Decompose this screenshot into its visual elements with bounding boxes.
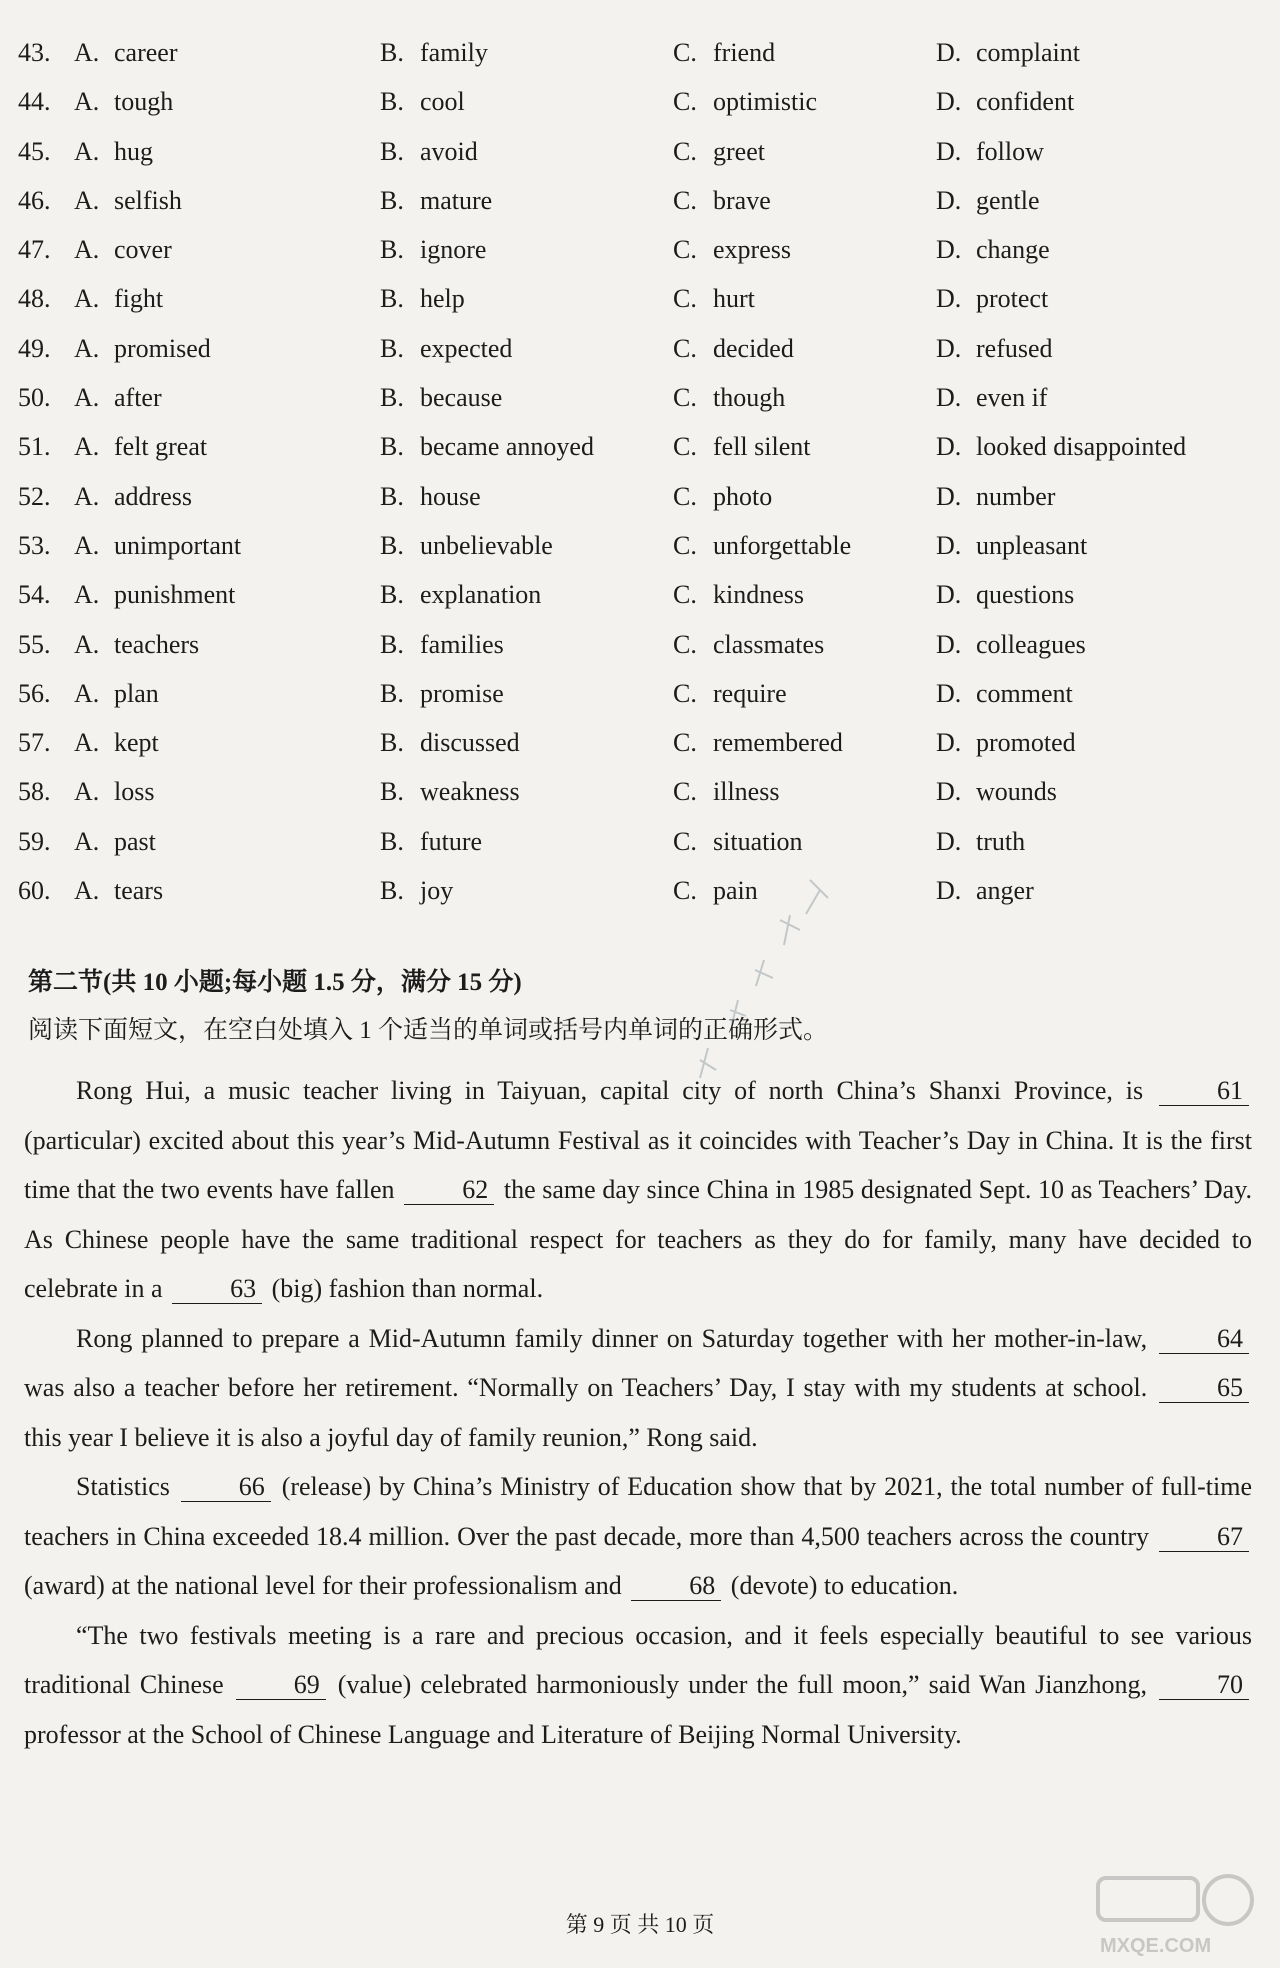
option-letter: A. — [74, 876, 100, 906]
option-text: friend — [713, 38, 776, 67]
option-letter: D. — [936, 876, 962, 906]
question-number: 45. — [18, 136, 51, 166]
option-letter: C. — [673, 728, 697, 758]
option-letter: A. — [74, 432, 100, 462]
option-letter: D. — [936, 87, 962, 117]
option-text: brave — [713, 185, 771, 215]
option-a[interactable] — [74, 381, 162, 415]
question-number: 43. — [18, 38, 51, 67]
site-logo-watermark — [1090, 1870, 1260, 1960]
option-text: though — [713, 383, 786, 413]
option-text: confident — [976, 87, 1075, 117]
option-text: looked disappointed — [976, 432, 1187, 462]
option-letter: D. — [936, 333, 962, 363]
question-number: 54. — [18, 580, 51, 610]
question-number: 51. — [18, 432, 51, 462]
question-row — [18, 726, 1258, 775]
question-number: 47. — [18, 235, 51, 265]
option-b[interactable] — [380, 726, 520, 760]
option-text: decided — [713, 333, 794, 363]
option-letter: B. — [380, 629, 404, 659]
option-letter: C. — [673, 826, 697, 856]
option-a[interactable] — [74, 282, 163, 316]
passage-text: (release) by China’s Ministry of Education show that by 2021, the total number of full-time teachers in China exceeded 18.4 million. Over the past decade, more than 4,500 teachers across the country — [24, 1472, 1253, 1551]
option-text: weakness — [420, 777, 520, 807]
option-c[interactable] — [673, 578, 804, 612]
passage-text: the same day since China in 1985 designated Sept. 10 as Teachers’ Day. As Chinese people have the same traditional respect for teachers as they do for family, many have decided to celebrate in a — [24, 1175, 1253, 1303]
option-letter: C. — [673, 876, 697, 906]
question-number: 59. — [18, 826, 51, 856]
question-row — [18, 233, 1258, 282]
page-footer: 第 9 页 共 10 页 — [565, 1912, 715, 1937]
option-text: illness — [713, 777, 780, 807]
option-letter: D. — [936, 136, 962, 166]
option-text: tough — [114, 87, 174, 117]
option-letter: C. — [673, 777, 697, 807]
option-letter: B. — [380, 383, 404, 413]
option-letter: D. — [936, 383, 962, 413]
question-row — [18, 578, 1258, 627]
question-number: 55. — [18, 629, 51, 659]
option-a[interactable] — [74, 825, 156, 859]
option-letter: B. — [380, 876, 404, 906]
option-b[interactable] — [380, 775, 520, 809]
option-text: fell silent — [713, 432, 811, 462]
option-letter: D. — [936, 481, 962, 511]
option-letter: B. — [380, 87, 404, 117]
option-text: kept — [114, 728, 159, 758]
option-letter: D. — [936, 826, 962, 856]
option-d[interactable] — [936, 85, 1074, 119]
option-letter: B. — [380, 38, 404, 67]
option-a[interactable] — [74, 677, 159, 711]
option-d[interactable] — [936, 184, 1040, 218]
passage-text: “The two festivals meeting is a rare and precious occasion, and it feels especially beautiful to see various traditional Chinese — [24, 1620, 1252, 1699]
option-letter: D. — [936, 432, 962, 462]
option-d[interactable] — [936, 233, 1050, 267]
option-text: house — [420, 481, 481, 511]
option-d[interactable] — [936, 135, 1044, 169]
option-c[interactable] — [673, 677, 787, 711]
option-letter: B. — [380, 284, 404, 314]
option-letter: A. — [74, 87, 100, 117]
option-letter: A. — [74, 629, 100, 659]
option-c[interactable] — [673, 332, 794, 366]
option-letter: D. — [936, 185, 962, 215]
option-text: kindness — [713, 580, 804, 610]
option-text: past — [114, 826, 156, 856]
option-letter: C. — [673, 580, 697, 610]
option-letter: C. — [673, 530, 697, 560]
option-text: cover — [114, 235, 172, 265]
question-number: 57. — [18, 728, 51, 758]
option-letter: C. — [673, 678, 697, 708]
option-letter: D. — [936, 580, 962, 610]
passage-text: (award) at the national level for their professionalism and — [24, 1571, 622, 1600]
option-text: became annoyed — [420, 432, 594, 462]
option-text: selfish — [114, 185, 182, 215]
option-letter: A. — [74, 678, 100, 708]
question-row — [18, 677, 1258, 726]
blank-65[interactable]: 65 — [1159, 1374, 1249, 1403]
option-text: after — [114, 383, 162, 413]
option-b[interactable] — [380, 825, 482, 859]
option-text: avoid — [420, 136, 478, 166]
option-text: family — [420, 38, 488, 67]
option-d[interactable] — [936, 628, 1086, 662]
option-text: unpleasant — [976, 530, 1088, 560]
option-text: unimportant — [114, 530, 242, 560]
passage-text: professor at the School of Chinese Language and Literature of Beijing Normal University. — [24, 1719, 962, 1749]
option-text: because — [420, 383, 503, 413]
option-text: felt great — [114, 432, 208, 462]
option-letter: A. — [74, 481, 100, 511]
reading-passage — [24, 1066, 1252, 1759]
question-number: 58. — [18, 777, 51, 807]
option-b[interactable] — [380, 628, 504, 662]
passage-text: Statistics — [76, 1472, 170, 1501]
option-text: expected — [420, 333, 513, 363]
option-d[interactable] — [936, 775, 1057, 809]
option-letter: C. — [673, 185, 697, 215]
option-letter: B. — [380, 235, 404, 265]
question-row — [18, 135, 1258, 184]
option-c[interactable] — [673, 529, 851, 563]
option-letter: D. — [936, 728, 962, 758]
option-letter: C. — [673, 284, 697, 314]
option-letter: A. — [74, 580, 100, 610]
passage-paragraph-4 — [24, 1611, 1252, 1760]
option-text: hug — [114, 136, 153, 166]
question-row — [18, 628, 1258, 677]
option-letter: A. — [74, 333, 100, 363]
options-list — [18, 36, 1258, 923]
option-text: address — [114, 481, 192, 511]
option-letter: B. — [380, 530, 404, 560]
option-letter: C. — [673, 432, 697, 462]
question-row — [18, 825, 1258, 874]
question-row — [18, 529, 1258, 578]
option-text: ignore — [420, 235, 487, 265]
option-c[interactable] — [673, 775, 779, 809]
option-text: families — [420, 629, 504, 659]
option-letter: D. — [936, 629, 962, 659]
passage-paragraph-1 — [24, 1066, 1252, 1314]
option-text: classmates — [713, 629, 825, 659]
option-letter: B. — [380, 432, 404, 462]
option-letter: B. — [380, 728, 404, 758]
option-d[interactable] — [936, 332, 1053, 366]
blank-69[interactable]: 69 — [236, 1671, 326, 1700]
option-text: number — [976, 481, 1056, 511]
option-letter: D. — [936, 284, 962, 314]
option-letter: A. — [74, 136, 100, 166]
question-row — [18, 775, 1258, 824]
option-a[interactable] — [74, 85, 173, 119]
option-text: unbelievable — [420, 530, 553, 560]
option-text: discussed — [420, 728, 520, 758]
passage-paragraph-3 — [24, 1462, 1252, 1611]
option-text: mature — [420, 185, 493, 215]
option-b[interactable] — [380, 578, 541, 612]
question-number: 53. — [18, 530, 51, 560]
question-row — [18, 36, 1258, 85]
option-letter: B. — [380, 185, 404, 215]
option-text: even if — [976, 383, 1048, 413]
option-text: require — [713, 678, 787, 708]
option-letter: A. — [74, 530, 100, 560]
option-letter: A. — [74, 38, 100, 67]
option-c[interactable] — [673, 726, 843, 760]
option-d[interactable] — [936, 381, 1047, 415]
passage-text: (big) fashion than normal. — [271, 1274, 544, 1303]
passage-text: this year I believe it is also a joyful day of family reunion,” Rong said. — [24, 1422, 758, 1452]
option-d[interactable] — [936, 578, 1074, 612]
passage-text: (particular) excited about this year’s Mid-Autumn Festival as it coincides with Teacher’s Day in China. It is the first time that the two events have fallen — [24, 1125, 1252, 1204]
option-a[interactable] — [74, 628, 199, 662]
option-c[interactable] — [673, 85, 817, 119]
option-b[interactable] — [380, 381, 502, 415]
option-text: greet — [713, 136, 765, 166]
option-letter: B. — [380, 333, 404, 363]
option-c[interactable] — [673, 825, 803, 859]
option-text: promoted — [976, 728, 1076, 758]
blank-66[interactable]: 66 — [181, 1473, 271, 1502]
question-number: 44. — [18, 87, 51, 117]
question-row — [18, 430, 1258, 479]
option-b[interactable] — [380, 677, 504, 711]
option-d[interactable] — [936, 480, 1055, 514]
question-row — [18, 381, 1258, 430]
option-b[interactable] — [380, 85, 465, 119]
passage-text: Rong Hui, a music teacher living in Taiyuan, capital city of north China’s Shanxi Province, is — [76, 1076, 1144, 1105]
option-text: wounds — [976, 777, 1057, 807]
option-letter: D. — [936, 235, 962, 265]
blank-63[interactable]: 63 — [172, 1275, 262, 1304]
passage-text: was also a teacher before her retirement. “Normally on Teachers’ Day, I stay with my students at school. — [24, 1373, 1148, 1402]
blank-62[interactable]: 62 — [404, 1176, 494, 1205]
section-title: 第二节(共 10 小题;每小题 1.5 分，满分 15 分) — [28, 969, 522, 996]
option-letter: B. — [380, 136, 404, 166]
option-text: colleagues — [976, 629, 1086, 659]
option-text: truth — [976, 826, 1026, 856]
passage-text: Rong planned to prepare a Mid-Autumn family dinner on Saturday together with her mother-in-law, — [76, 1323, 1148, 1353]
watermark-text: MXQE.COM — [1100, 1935, 1212, 1957]
option-text: cool — [420, 87, 465, 117]
option-a[interactable] — [74, 726, 159, 760]
option-letter: C. — [673, 235, 697, 265]
option-d[interactable] — [936, 825, 1025, 859]
option-letter: B. — [380, 678, 404, 708]
option-c[interactable] — [673, 282, 755, 316]
option-b[interactable] — [380, 282, 465, 316]
question-number: 49. — [18, 333, 51, 363]
option-letter: D. — [936, 38, 962, 67]
question-number: 46. — [18, 185, 51, 215]
option-d[interactable] — [936, 36, 1080, 70]
option-text: punishment — [114, 580, 236, 610]
question-number: 52. — [18, 481, 51, 511]
option-letter: A. — [74, 185, 100, 215]
option-c[interactable] — [673, 430, 810, 464]
option-letter: D. — [936, 678, 962, 708]
option-letter: C. — [673, 38, 697, 67]
option-text: remembered — [713, 728, 843, 758]
option-letter: D. — [936, 777, 962, 807]
option-c[interactable] — [673, 233, 791, 267]
option-c[interactable] — [673, 628, 824, 662]
option-letter: C. — [673, 333, 697, 363]
question-number: 50. — [18, 383, 51, 413]
option-a[interactable] — [74, 874, 163, 908]
passage-text: (devote) to education. — [730, 1571, 959, 1600]
option-c[interactable] — [673, 480, 772, 514]
option-text: promise — [420, 678, 504, 708]
option-b[interactable] — [380, 184, 492, 218]
question-row — [18, 85, 1258, 134]
option-text: help — [420, 284, 465, 314]
option-c[interactable] — [673, 135, 765, 169]
option-text: express — [713, 235, 791, 265]
option-text: teachers — [114, 629, 200, 659]
option-b[interactable] — [380, 480, 481, 514]
option-letter: C. — [673, 136, 697, 166]
option-text: change — [976, 235, 1050, 265]
option-text: refused — [976, 333, 1053, 363]
option-d[interactable] — [936, 874, 1034, 908]
blank-67[interactable]: 67 — [1159, 1523, 1249, 1552]
option-b[interactable] — [380, 135, 478, 169]
option-a[interactable] — [74, 135, 153, 169]
question-row — [18, 282, 1258, 331]
option-text: tears — [114, 876, 164, 906]
option-letter: C. — [673, 481, 697, 511]
option-a[interactable] — [74, 775, 154, 809]
option-letter: B. — [380, 481, 404, 511]
option-letter: C. — [673, 629, 697, 659]
blank-68[interactable]: 68 — [631, 1572, 721, 1601]
option-a[interactable] — [74, 430, 207, 464]
option-a[interactable] — [74, 480, 192, 514]
option-a[interactable] — [74, 233, 172, 267]
option-letter: C. — [673, 383, 697, 413]
option-text: optimistic — [713, 87, 817, 117]
section-instruction: 阅读下面短文，在空白处填入 1 个适当的单词或括号内单词的正确形式。 — [28, 1017, 829, 1044]
option-b[interactable] — [380, 874, 453, 908]
option-b[interactable] — [380, 430, 594, 464]
option-text: future — [420, 826, 483, 856]
faint-stamp-watermark — [660, 860, 880, 1100]
blank-70[interactable]: 70 — [1159, 1671, 1249, 1700]
option-letter: A. — [74, 383, 100, 413]
option-b[interactable] — [380, 36, 488, 70]
option-a[interactable] — [74, 184, 182, 218]
option-text: hurt — [713, 284, 755, 314]
option-b[interactable] — [380, 233, 486, 267]
question-row — [18, 184, 1258, 233]
option-c[interactable] — [673, 184, 771, 218]
option-text: questions — [976, 580, 1075, 610]
question-number: 56. — [18, 678, 51, 708]
option-letter: A. — [74, 235, 100, 265]
option-text: explanation — [420, 580, 542, 610]
option-letter: B. — [380, 580, 404, 610]
option-b[interactable] — [380, 529, 553, 563]
option-letter: A. — [74, 284, 100, 314]
option-text: joy — [420, 876, 454, 906]
option-c[interactable] — [673, 381, 785, 415]
question-row — [18, 332, 1258, 381]
option-text: follow — [976, 136, 1044, 166]
option-text: gentle — [976, 185, 1040, 215]
option-text: promised — [114, 333, 211, 363]
passage-text: (value) celebrated harmoniously under the full moon,” said Wan Jianzhong, — [337, 1670, 1148, 1699]
option-text: anger — [976, 876, 1034, 906]
question-row — [18, 480, 1258, 529]
option-a[interactable] — [74, 332, 211, 366]
option-text: protect — [976, 284, 1049, 314]
option-letter: D. — [936, 530, 962, 560]
option-text: loss — [114, 777, 155, 807]
option-a[interactable] — [74, 36, 177, 70]
option-d[interactable] — [936, 430, 1186, 464]
option-letter: B. — [380, 777, 404, 807]
option-a[interactable] — [74, 529, 241, 563]
option-letter: C. — [673, 87, 697, 117]
question-row — [18, 874, 1258, 923]
option-text: plan — [114, 678, 159, 708]
option-letter: B. — [380, 826, 404, 856]
option-letter: A. — [74, 728, 100, 758]
option-text: comment — [976, 678, 1073, 708]
question-number: 48. — [18, 284, 51, 314]
option-text: complaint — [976, 38, 1080, 67]
blank-61[interactable]: 61 — [1159, 1077, 1249, 1106]
option-a[interactable] — [74, 578, 235, 612]
option-b[interactable] — [380, 332, 512, 366]
passage-paragraph-2 — [24, 1314, 1252, 1463]
option-letter: A. — [74, 826, 100, 856]
option-text: pain — [713, 876, 758, 906]
blank-64[interactable]: 64 — [1159, 1325, 1249, 1354]
option-text: career — [114, 38, 178, 67]
option-letter: A. — [74, 777, 100, 807]
option-text: unforgettable — [713, 530, 852, 560]
option-text: fight — [114, 284, 164, 314]
option-text: situation — [713, 826, 803, 856]
option-text: photo — [713, 481, 773, 511]
option-d[interactable] — [936, 529, 1087, 563]
option-c[interactable] — [673, 36, 775, 70]
option-d[interactable] — [936, 726, 1076, 760]
question-number: 60. — [18, 876, 51, 906]
option-d[interactable] — [936, 677, 1073, 711]
option-d[interactable] — [936, 282, 1048, 316]
